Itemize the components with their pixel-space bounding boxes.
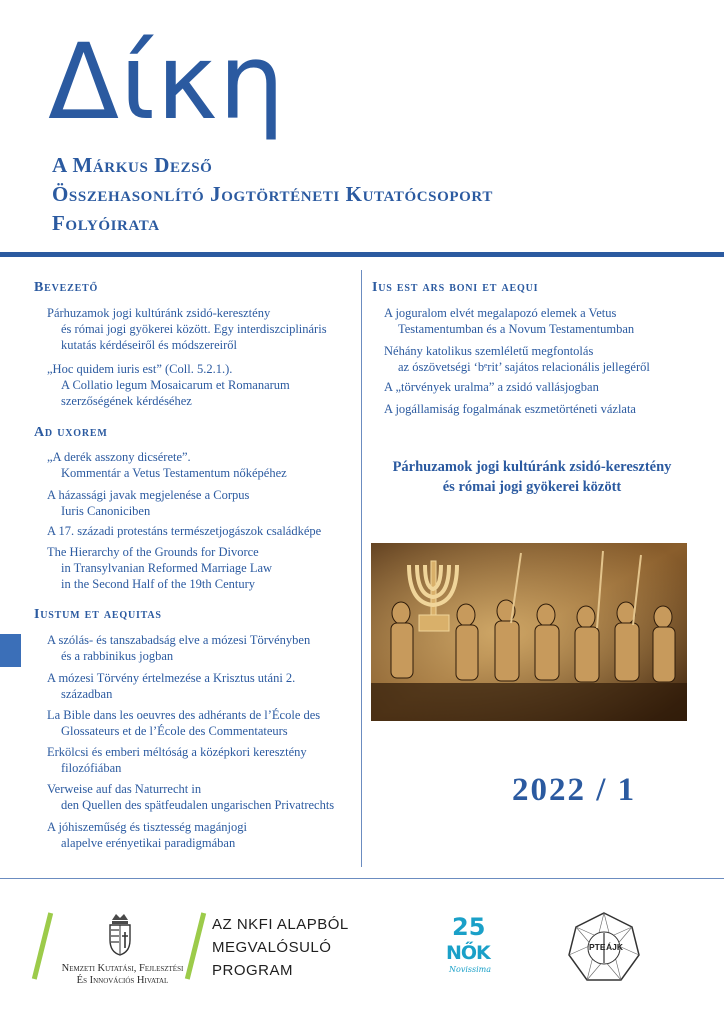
toc-line: és a rabbinikus jogban	[61, 649, 174, 663]
toc-item	[47, 523, 321, 539]
toc-line: A 17. századi protestáns természetjogászok családképe	[47, 524, 322, 538]
toc-line: The Hierarchy of the Grounds for Divorce	[47, 545, 259, 559]
feature-line: és római jogi gyökerei között	[442, 479, 622, 495]
program-line: PROGRAM	[212, 962, 294, 979]
toc-line: A házassági javak megjelenése a Corpus	[47, 488, 250, 502]
toc-line: A jóhiszeműség és tisztesség magánjogi	[47, 820, 247, 834]
toc-item	[47, 632, 310, 664]
toc-item	[384, 401, 636, 417]
toc-line: alapelve erényetikai paradigmában	[61, 836, 236, 850]
toc-item	[384, 343, 650, 375]
hungarian-coat-of-arms-icon	[106, 912, 134, 956]
footer-divider	[0, 878, 724, 879]
toc-line: A joguralom elvét megalapozó elemek a Vetus	[384, 306, 617, 320]
toc-item	[47, 670, 295, 702]
toc-item	[47, 449, 287, 481]
toc-line: A jogállamiság fogalmának eszmetörténeti vázlata	[384, 402, 636, 416]
toc-line: La Bible dans les oeuvres des adhérants de l’École des	[47, 708, 321, 722]
toc-item	[47, 744, 307, 776]
section-heading-bevezeto: Bevezető	[34, 280, 99, 295]
program-line: AZ NKFI ALAPBÓL	[212, 916, 349, 933]
nok-tagline: Novissima	[449, 965, 492, 974]
program-text	[212, 913, 349, 982]
toc-line: az ószövetségi ‘bᵉrit’ sajátos relacionális jellegéről	[398, 360, 650, 374]
toc-line: A „törvények uralma” a zsidó vallásjogban	[384, 380, 599, 394]
edge-marker	[0, 634, 21, 667]
section-heading-ius-est: Ius est ars boni et aequi	[372, 280, 539, 295]
toc-line: Glossateurs et de l’École des Commentateurs	[61, 724, 288, 738]
nok-logo	[444, 913, 506, 979]
toc-line: „Hoc quidem iuris est” (Coll. 5.2.1.).	[47, 362, 233, 376]
toc-line: Párhuzamok jogi kultúránk zsidó-keresztény	[47, 306, 271, 320]
nkfih-line: És Innovációs Hivatal	[76, 975, 169, 986]
toc-item	[47, 819, 247, 851]
toc-line: Iuris Canoniciben	[61, 504, 151, 518]
toc-item	[47, 361, 290, 409]
pte-right-text: ÁJK	[606, 942, 624, 952]
arch-of-titus-menorah-relief-icon	[371, 543, 687, 721]
relief-photo	[371, 543, 687, 721]
toc-line: Néhány katolikus szemléletű megfontolás	[384, 344, 594, 358]
toc-item	[384, 305, 634, 337]
toc-line: A szólás- és tanszabadság elve a mózesi Törvényben	[47, 633, 311, 647]
green-slash-right	[185, 912, 206, 979]
toc-item	[47, 707, 320, 739]
toc-line: Testamentumban és a Novum Testamentumban	[398, 322, 635, 336]
issue-number: 2022 / 1	[512, 772, 637, 808]
toc-line: és római jogi gyökerei között. Egy interdiszciplináris	[61, 322, 327, 336]
toc-line: in the Second Half of the 19th Century	[61, 577, 256, 591]
toc-line: Erkölcsi és emberi méltóság a középkori keresztény	[47, 745, 307, 759]
program-line: MEGVALÓSULÓ	[212, 939, 332, 956]
toc-line: filozófiában	[61, 761, 122, 775]
toc-line: században	[61, 687, 113, 701]
toc-line: Verweise auf das Naturrecht in	[47, 782, 202, 796]
section-heading-iustum: Iustum et aequitas	[34, 607, 162, 622]
toc-line: Kommentár a Vetus Testamentum nőképéhez	[61, 466, 287, 480]
toc-item	[384, 379, 599, 395]
nkfih-name	[50, 963, 195, 987]
column-divider	[361, 270, 362, 867]
toc-item	[47, 305, 327, 353]
toc-line: kutatás kérdéseiről és módszereiről	[61, 338, 237, 352]
toc-line: szerzőségének kérdéséhez	[61, 394, 192, 408]
toc-item	[47, 544, 272, 592]
pte-left-text: PTE	[589, 942, 606, 952]
toc-line: A mózesi Törvény értelmezése a Krisztus utáni 2.	[47, 671, 296, 685]
feature-line: Párhuzamok jogi kultúránk zsidó-keresztény	[392, 459, 672, 475]
section-heading-ad-uxorem: Ad uxorem	[34, 425, 108, 440]
toc-item	[47, 781, 334, 813]
toc-line: den Quellen des spätfeudalen ungarischen Privatrechts	[61, 798, 335, 812]
subtitle-line-2: Összehasonlító Jogtörténeti Kutatócsoport	[52, 182, 493, 206]
journal-title: Δίκη	[48, 21, 286, 143]
pte-ajk-logo	[566, 910, 642, 986]
nkfih-line: Nemzeti Kutatási, Fejlesztési	[61, 963, 184, 974]
toc-line: in Transylvanian Reformed Marriage Law	[61, 561, 273, 575]
toc-line: „A derék asszony dicsérete”.	[47, 450, 191, 464]
subtitle-line-1: A Márkus Dezső	[52, 153, 213, 177]
top-divider-bar	[0, 252, 724, 257]
feature-title	[368, 457, 696, 497]
nok-number: 25	[452, 913, 486, 941]
subtitle-line-3: Folyóirata	[52, 211, 160, 235]
nok-letters: NŐK	[446, 942, 490, 964]
toc-line: A Collatio legum Mosaicarum et Romanarum	[61, 378, 290, 392]
toc-item	[47, 487, 249, 519]
